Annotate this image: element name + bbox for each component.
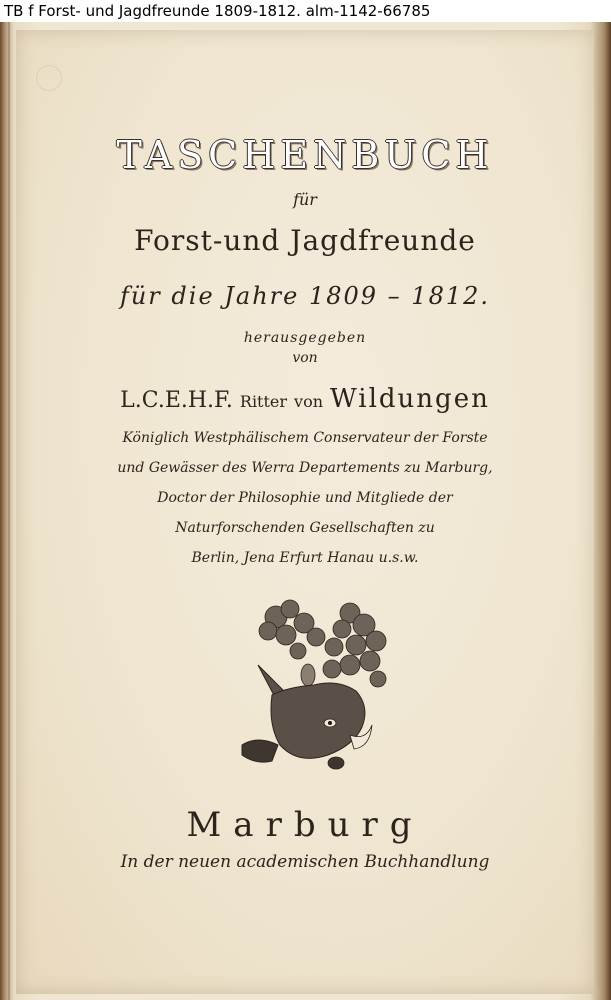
author-von: von	[294, 392, 324, 411]
credential-line: Berlin, Jena Erfurt Hanau u.s.w.	[191, 550, 419, 566]
edited-by-label: herausgegeben	[243, 330, 367, 346]
image-caption: TB f Forst- und Jagdfreunde 1809-1812. alm-1142-66785	[0, 0, 611, 22]
credential-line: und Gewässer des Werra Departements zu Marburg,	[117, 460, 493, 476]
title-connector: für	[293, 190, 317, 209]
title-page	[16, 30, 594, 994]
faint-stamp	[36, 65, 62, 91]
author-name: Wildungen	[330, 384, 490, 414]
credential-line: Königlich Westphälischem Conservateur der Forste	[122, 430, 488, 446]
scanned-book-page	[0, 22, 611, 1000]
publisher: In der neuen academischen Buchhandlung	[120, 852, 490, 872]
author-line	[16, 384, 594, 414]
book-title: TASCHENBUCH	[116, 133, 494, 177]
credential-line: Naturforschenden Gesellschaften zu	[175, 520, 435, 536]
book-subtitle: Forst-und Jagdfreunde	[134, 224, 476, 257]
by-label: von	[292, 350, 318, 366]
author-ritter: Ritter	[239, 392, 288, 411]
credential-line: Doctor der Philosophie und Mitgliede der	[157, 490, 453, 506]
author-initials: L.C.E.H.F.	[120, 388, 233, 413]
book-years: für die Jahre 1809 – 1812.	[119, 282, 491, 310]
book-gutter	[8, 22, 10, 1000]
boar-head-vignette	[238, 595, 398, 770]
publication-city: Marburg	[186, 805, 424, 845]
